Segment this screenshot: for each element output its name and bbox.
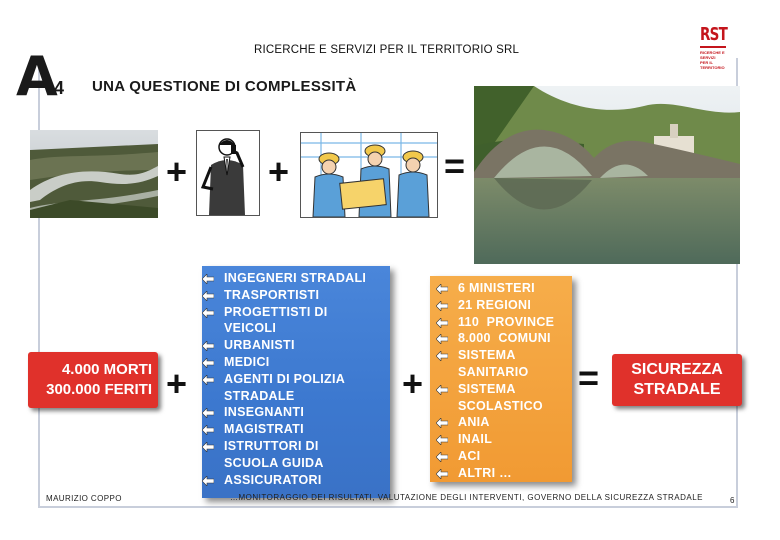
road-safety-badge xyxy=(612,354,742,406)
equals-sign-2: = xyxy=(578,357,600,398)
plus-sign-3: + xyxy=(166,363,188,404)
list-item: TRASPORTISTI xyxy=(200,287,370,304)
list-item: SISTEMA SANITARIO xyxy=(434,347,564,381)
page-title: UNA QUESTIONE DI COMPLESSITÀ xyxy=(92,78,357,95)
casualty-stats-badge xyxy=(28,352,158,408)
list-item: MEDICI xyxy=(200,354,370,371)
list-item: PROGETTISTI DI VEICOLI xyxy=(200,304,370,338)
list-item: INSEGNANTI xyxy=(200,404,370,421)
list-item: ANIA xyxy=(434,414,564,431)
stats-line-injured: 300.000 FERITI xyxy=(46,381,152,398)
plus-sign-1: + xyxy=(166,151,188,192)
construction-workers-clipart xyxy=(300,132,438,218)
list-item: 8.000 COMUNI xyxy=(434,330,564,347)
list-item: INGEGNERI STRADALI xyxy=(200,270,370,287)
rst-logo-subtext-2: PER IL TERRITORIO xyxy=(700,60,725,70)
professional-person-clipart xyxy=(196,130,260,216)
rst-logo-text: RST xyxy=(700,24,728,45)
result-line-1: SICUREZZA xyxy=(631,361,723,378)
footer-note: …MONITORAGGIO DEI RISULTATI, VALUTAZIONE DEGLI INTERVENTI, GOVERNO DELLA SICUREZZA STRADALE xyxy=(230,493,703,502)
list-item: ASSICURATORI xyxy=(200,472,370,489)
list-item: ALTRI … xyxy=(434,465,564,482)
author-name: MAURIZIO COPPO xyxy=(46,494,122,503)
organization-name: RICERCHE E SERVIZI PER IL TERRITORIO SRL xyxy=(254,44,520,56)
page-number: 6 xyxy=(730,496,735,505)
institutions-list xyxy=(434,280,564,482)
result-line-2: STRADALE xyxy=(633,381,721,398)
river-photo xyxy=(30,130,158,218)
list-item: ISTRUTTORI DI SCUOLA GUIDA xyxy=(200,438,350,472)
stakeholders-list xyxy=(200,270,370,488)
list-item: 21 REGIONI xyxy=(434,297,564,314)
rst-logo-subtext-1: RICERCHE E SERVIZI xyxy=(700,50,725,60)
bridge-photo xyxy=(474,86,740,264)
equals-sign-1: = xyxy=(444,145,466,186)
list-item: URBANISTI xyxy=(200,337,370,354)
list-item: SISTEMA SCOLASTICO xyxy=(434,381,564,415)
stats-line-deaths: 4.000 MORTI xyxy=(61,361,152,378)
section-logo-letter: A xyxy=(16,45,56,108)
plus-sign-2: + xyxy=(268,151,290,192)
list-item: 6 MINISTERI xyxy=(434,280,564,297)
rst-logo xyxy=(700,26,730,76)
list-item: AGENTI DI POLIZIA STRADALE xyxy=(200,371,370,405)
section-logo-number: 4 xyxy=(54,78,65,98)
list-item: 110 PROVINCE xyxy=(434,314,564,331)
plus-sign-4: + xyxy=(402,363,424,404)
list-item: INAIL xyxy=(434,431,564,448)
list-item: ACI xyxy=(434,448,564,465)
list-item: MAGISTRATI xyxy=(200,421,370,438)
